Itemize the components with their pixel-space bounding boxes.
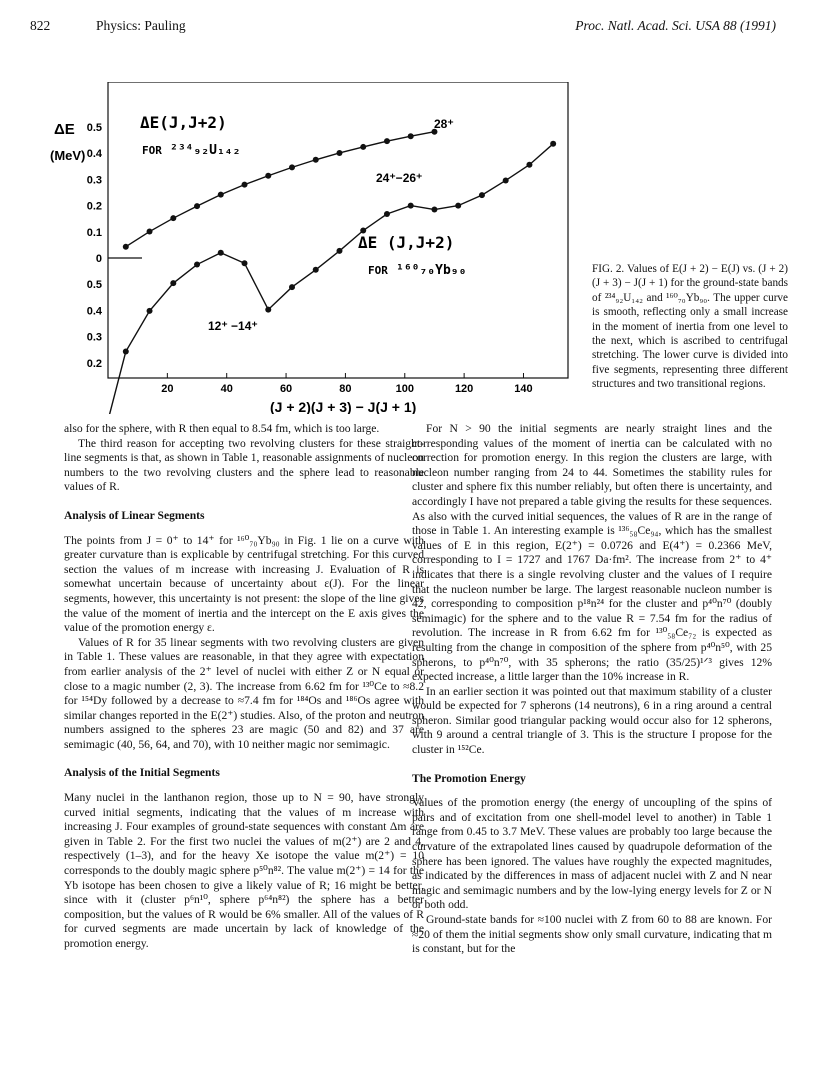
data-point xyxy=(147,308,153,314)
y-tick-label: 0.5 xyxy=(86,122,102,135)
data-point xyxy=(242,182,248,188)
upper-for-label: FOR xyxy=(142,144,162,157)
data-point xyxy=(194,262,200,268)
section-heading-promotion: The Promotion Energy xyxy=(412,771,526,785)
y-tick-label: 0.1 xyxy=(86,226,102,239)
data-point xyxy=(360,144,366,150)
figure-caption: FIG. 2. Values of E(J + 2) − E(J) vs. (J + 2)(J + 3) − J(J + 1) for the ground-state bands of ²³⁴₉₂U₁₄₂ and ¹⁶⁰₇₀Yb₉₀. The upper curve is smooth, reflecting only a small increase in the moment of inertia from one level to the next, which is ascribed to centrifugal stretching. The lower curve is divided into five segments, representing three different structures and two transitional regions. xyxy=(592,263,788,391)
annotation-24-26: 24⁺−26⁺ xyxy=(376,171,423,185)
upper-nuclide-label: ²³⁴₉₂U₁₄₂ xyxy=(170,143,241,158)
y-tick-label: 0.4 xyxy=(86,148,102,161)
section-heading-initial: Analysis of the Initial Segments xyxy=(64,766,220,780)
paragraph: The third reason for accepting two revolving clusters for these straight-line segments is that, as shown in Table 1, reasonable assignments of nucleon numbers to the two revolving clusters and the sphere lead to reasonable values of R. xyxy=(64,436,424,494)
upper-y-ticks xyxy=(87,122,103,265)
paragraph: Values of the promotion energy (the energy of uncoupling of the spins of pairs and of excitation from one shell-model level to another) in Table 1 range from 0.45 to 3.7 MeV. These values are probably too large because the curvature of the extrapolated lines caused by quadrupole deformation of the sphere has been ignored. The values have roughly the expected magnitudes, as indicated by the differences in mass of adjacent nuclei with Z and N near magic and semimagic numbers and by the low-lying energy levels for Z or N or both odd. xyxy=(412,796,772,912)
page-header xyxy=(30,18,776,40)
y-tick-label: 0.5 xyxy=(86,279,102,292)
data-point xyxy=(550,141,556,147)
y-tick-label: 0.4 xyxy=(86,305,102,318)
data-point xyxy=(218,250,224,256)
data-point xyxy=(455,203,461,209)
paragraph: Ground-state bands for ≈100 nuclei with Z from 60 to 88 are known. For ≈20 of them the initial segments show only small curvature, indicating that m is constant, but for the xyxy=(412,913,772,956)
data-point xyxy=(479,192,485,198)
upper-curve-label: ΔE(J,J+2) xyxy=(140,113,227,132)
data-point xyxy=(289,164,295,170)
y-tick-label: 0 xyxy=(95,253,102,265)
data-point xyxy=(242,260,248,266)
x-tick-label: 120 xyxy=(454,383,474,395)
data-point xyxy=(147,229,153,235)
y-axis-unit: (MeV) xyxy=(50,148,86,163)
lower-curve-label: ΔE (J,J+2) xyxy=(358,233,455,252)
journal-citation: Proc. Natl. Acad. Sci. USA 88 (1991) xyxy=(575,18,776,33)
data-point xyxy=(218,192,224,198)
annotation-12-14: 12⁺ −14⁺ xyxy=(208,319,258,333)
x-tick-label: 20 xyxy=(161,383,174,395)
x-tick-label: 60 xyxy=(279,383,293,395)
data-point xyxy=(384,138,390,144)
data-point xyxy=(265,307,271,313)
y-tick-label: 0.3 xyxy=(86,174,102,187)
data-point xyxy=(431,207,437,213)
y-tick-label: 0.2 xyxy=(86,357,102,370)
data-point xyxy=(408,203,414,209)
data-point xyxy=(170,280,176,286)
data-point xyxy=(265,173,271,179)
lower-nuclide-label: ¹⁶⁰₇₀Yb₉₀ xyxy=(396,263,467,278)
section-heading-linear: Analysis of Linear Segments xyxy=(64,508,205,522)
annotation-28: 28⁺ xyxy=(434,117,454,131)
y-tick-label: 0.3 xyxy=(86,331,102,344)
paragraph: Values of R for 35 linear segments with two revolving clusters are given in Table 1. These values are reasonable, in that they agree with expectation from earlier analysis of the 2⁺ level of nuclei with either Z or N equal or close to a magic number (2, 3). The increase from 6.62 fm for ¹³⁰Ce to ≈8.2 for ¹⁵⁴Dy followed by a decrease to ≈7.4 fm for ¹⁸⁴Os and ¹⁸⁶Os agree with similar changes reported in the E(2⁺) studies. Also, of the proton and neutron numbers assigned to the spheres 23 are magic (50 and 82) and 37 are semimagic (40, 56, 64, and 70), with 10 neither magic nor semimagic. xyxy=(64,635,424,751)
data-point xyxy=(194,203,200,209)
delta-e-chart xyxy=(50,82,570,414)
x-tick-label: 40 xyxy=(220,383,233,395)
x-ticks xyxy=(161,373,532,395)
x-tick-label: 80 xyxy=(339,383,352,395)
data-point xyxy=(313,157,319,163)
data-point xyxy=(336,150,342,156)
page-number: 822 xyxy=(30,18,51,33)
lower-for-label: FOR xyxy=(368,264,388,277)
data-point xyxy=(336,248,342,254)
data-point xyxy=(503,177,509,183)
lower-curve-yb160 xyxy=(108,144,553,414)
data-point xyxy=(123,244,129,250)
data-point xyxy=(526,162,532,168)
data-point xyxy=(289,284,295,290)
lower-curve-points xyxy=(123,141,556,355)
data-point xyxy=(408,133,414,139)
running-title: Physics: Pauling xyxy=(96,18,186,33)
data-point xyxy=(313,267,319,273)
left-column xyxy=(64,422,424,952)
x-tick-label: 100 xyxy=(395,383,414,395)
paragraph: In an earlier section it was pointed out that maximum stability of a cluster would be expected for 7 spherons (14 neutrons), 6 in a ring around a central spheron. Similar good triangular packing would occur also for 12 spherons, with 9 around a central triangle of 3. This is the structure I propose for the cluster in ¹⁵²Ce. xyxy=(412,684,772,757)
paragraph: Many nuclei in the lanthanon region, those up to N = 90, have strongly curved initial segments, indicating that the values of m increase with increasing J. Four examples of ground-state sequences with constant Δm are given in Table 2. For the first two nuclei the values of m(2⁺) are 2 and 4, respectively (1–3), and for the heavy Xe isotope the value m(2⁺) = 10 corresponds to the doubly magic sphere p⁵⁰n⁸². The value m(2⁺) = 14 for the Yb isotope has been chosen to give a likely value of R; 16 might be better, since with it (cluster p⁶n¹⁰, sphere p⁶⁴n⁸²) the sphere has a better composition, but the values of R would be 6% smaller. All of the values of R for curved segments are made uncertain by lack of knowledge of the promotion energy. xyxy=(64,791,424,950)
paragraph: The points from J = 0⁺ to 14⁺ for ¹⁶⁰₇₀Yb₉₀ in Fig. 1 lie on a curve with greater curvature than is explicable by centrifugal stretching. For this curved section the values of m increase with increasing J. Evaluation of R is somewhat uncertain because of uncertainty about ε(J). For the linear segments, however, this uncertainty is not present: the slope of the line gives the value of the moment of inertia and the intercept on the E axis gives the value of the promotion energy ε. xyxy=(64,533,424,635)
paragraph: also for the sphere, with R then equal to 8.54 fm, which is too large. xyxy=(64,422,380,435)
paragraph: For N > 90 the initial segments are nearly straight lines and the corresponding values of the moment of inertia can be calculated with no correction for promotion energy. In this region the clusters are large, with nucleon number ranging from 24 to 44. Sometimes the stability rules for cluster and sphere fix this number reliably, but often there is uncertainty, and accordingly I have not prepared a table giving the results for these sequences. As also with the curved initial sequences, the values of R are in the range of those in Table 1. An interesting example is ¹³⁶₅₈Ce₉₄, which has the smallest values of E in this region, E(2⁺) = 0.0726 and E(4⁺) = 0.2366 MeV, corresponding to I = 1727 and 1767 Da·fm². The increase from 2⁺ to 4⁺ indicates that there is a single revolving cluster and the values of I require that the nucleon number be large. The largest reasonable nucleon number is 42, corresponding to composition p¹⁸n²⁴ for the cluster and p⁴⁰n⁷⁰ (doubly semimagic) for the sphere and to the value R = 7.54 fm for the radius of revolution. The increase in R from 6.62 fm for ¹³⁰₅₈Ce₇₂ is expected as resulting from the change in composition of the sphere from p⁴⁰n⁵⁰, with 25 spherons, to p⁴⁰n⁷⁰, with 35 spherons; the ratio (35/25)¹ᐟ³ gives 12% expected increase, a little larger than the 10% increase in R. xyxy=(412,422,772,684)
data-point xyxy=(384,211,390,217)
right-column xyxy=(412,422,772,957)
data-point xyxy=(123,349,129,355)
x-axis-label: (J + 2)(J + 3) − J(J + 1) xyxy=(270,399,417,414)
figure-2 xyxy=(50,82,570,414)
x-tick-label: 140 xyxy=(514,383,533,395)
y-tick-label: 0.2 xyxy=(86,200,102,213)
data-point xyxy=(170,215,176,221)
lower-y-ticks xyxy=(87,279,103,370)
y-axis-delta-e: ΔE xyxy=(54,121,75,138)
